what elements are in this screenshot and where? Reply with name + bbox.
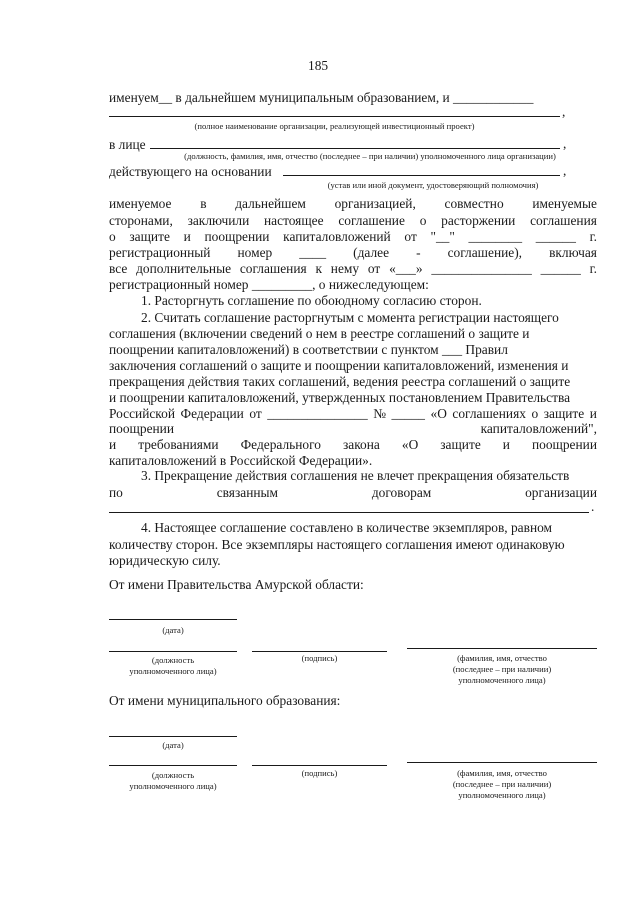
authority-line-end: , [563, 163, 567, 178]
representative-line-end: , [563, 136, 567, 151]
body-line-p1-4: регистрационный номер ____ (далее - соглашение), включая [109, 245, 597, 260]
mun-name-caption-2: (последнее – при наличии) [452, 779, 552, 789]
body-line-p1-2: сторонами, заключили настоящее соглашение о расторжении соглашения [109, 213, 597, 228]
item-2-line-7: Российской Федерации от _______________ № _____ «О соглашениях о защите и [109, 406, 597, 421]
gov-date-line [109, 619, 237, 620]
item-3-line-2: по связанным договорам организации [109, 485, 597, 500]
body-line-p1-6: регистрационный номер _________, о нижеследующем: [109, 277, 429, 292]
mun-signature-title: От имени муниципального образования: [109, 693, 341, 708]
item-2-line-3: поощрении капиталовложений) в соответствии с пунктом ___ Правил [109, 342, 508, 357]
mun-signature-caption: (подпись) [301, 768, 338, 778]
item-2-line-10: капиталовложений в Российской Федерации». [109, 453, 373, 468]
item-1: 1. Расторгнуть соглашение по обоюдному согласию сторон. [141, 293, 482, 308]
mun-name-caption-1: (фамилия, имя, отчество [457, 768, 547, 778]
mun-position-caption-1: (должность [151, 770, 195, 780]
gov-date-caption: (дата) [162, 625, 184, 635]
body-line-p1-3: о защите и поощрении капиталовложений от "__" ________ ______ г. [109, 229, 597, 244]
representative-caption: (должность, фамилия, имя, отчество (последнее – при наличии) уполномоченного лица организации) [184, 151, 556, 161]
org-name-caption: (полное наименование организации, реализующей инвестиционный проект) [194, 121, 475, 131]
item-3-line-1: 3. Прекращение действия соглашения не влечет прекращения обязательств [141, 468, 570, 483]
mun-signature-line [252, 765, 387, 766]
mun-date-caption: (дата) [162, 740, 184, 750]
org-name-line [109, 116, 560, 117]
gov-name-line [407, 648, 597, 649]
mun-name-caption-3: уполномоченного лица) [458, 790, 546, 800]
item-2-line-4: заключения соглашений о защите и поощрении капиталовложений, изменения и [109, 358, 569, 373]
preamble-line-1: именуем__ в дальнейшем муниципальным образованием, и ____________ [109, 90, 534, 105]
gov-signature-line [252, 651, 387, 652]
item-3-line-end: . [591, 499, 595, 514]
org-name-line-end: , [562, 104, 566, 119]
mun-position-line [109, 765, 237, 766]
mun-date-line [109, 736, 237, 737]
item-2-line-6: и поощрении капиталовложений, утвержденных постановлением Правительства [109, 390, 571, 405]
authority-line [283, 175, 560, 176]
body-line-p1-1: именуемое в дальнейшем организацией, совместно именуемые [109, 196, 597, 211]
authority-caption: (устав или иной документ, удостоверяющий полномочия) [327, 180, 539, 190]
gov-signature-caption: (подпись) [301, 653, 338, 663]
body-line-p1-5: все дополнительные соглашения к нему от «___» _______________ ______ г. [109, 261, 597, 276]
gov-name-caption-2: (последнее – при наличии) [452, 664, 552, 674]
gov-signature-title: От имени Правительства Амурской области: [109, 577, 364, 592]
item-2-line-8: поощрении капиталовложений", [109, 421, 597, 436]
gov-name-caption-1: (фамилия, имя, отчество [457, 653, 547, 663]
mun-position-caption-2: уполномоченного лица) [129, 781, 217, 791]
gov-name-caption-3: уполномоченного лица) [458, 675, 546, 685]
gov-position-line [109, 651, 237, 652]
item-2-line-5: прекращения действия таких соглашений, ведения реестра соглашений о защите [109, 374, 571, 389]
item-4-line-2: количеству сторон. Все экземпляры настоящего соглашения имеют одинаковую [109, 537, 565, 552]
item-4-line-3: юридическую силу. [109, 553, 221, 568]
item-2-line-9: и требованиями Федерального закона «О защите и поощрении [109, 437, 597, 452]
item-2-line-1: 2. Считать соглашение расторгнутым с момента регистрации настоящего [141, 310, 559, 325]
mun-name-line [407, 762, 597, 763]
authority-label: действующего на основании [109, 164, 272, 179]
item-4-line-1: 4. Настоящее соглашение составлено в количестве экземпляров, равном [141, 520, 553, 535]
page-number: 185 [308, 58, 329, 73]
gov-position-caption-2: уполномоченного лица) [129, 666, 217, 676]
representative-label: в лице [109, 137, 146, 152]
gov-position-caption-1: (должность [151, 655, 195, 665]
item-2-line-2: соглашения (включении сведений о нем в реестре соглашений о защите и [109, 326, 530, 341]
representative-line [150, 148, 560, 149]
item-3-blank-line [109, 512, 589, 513]
